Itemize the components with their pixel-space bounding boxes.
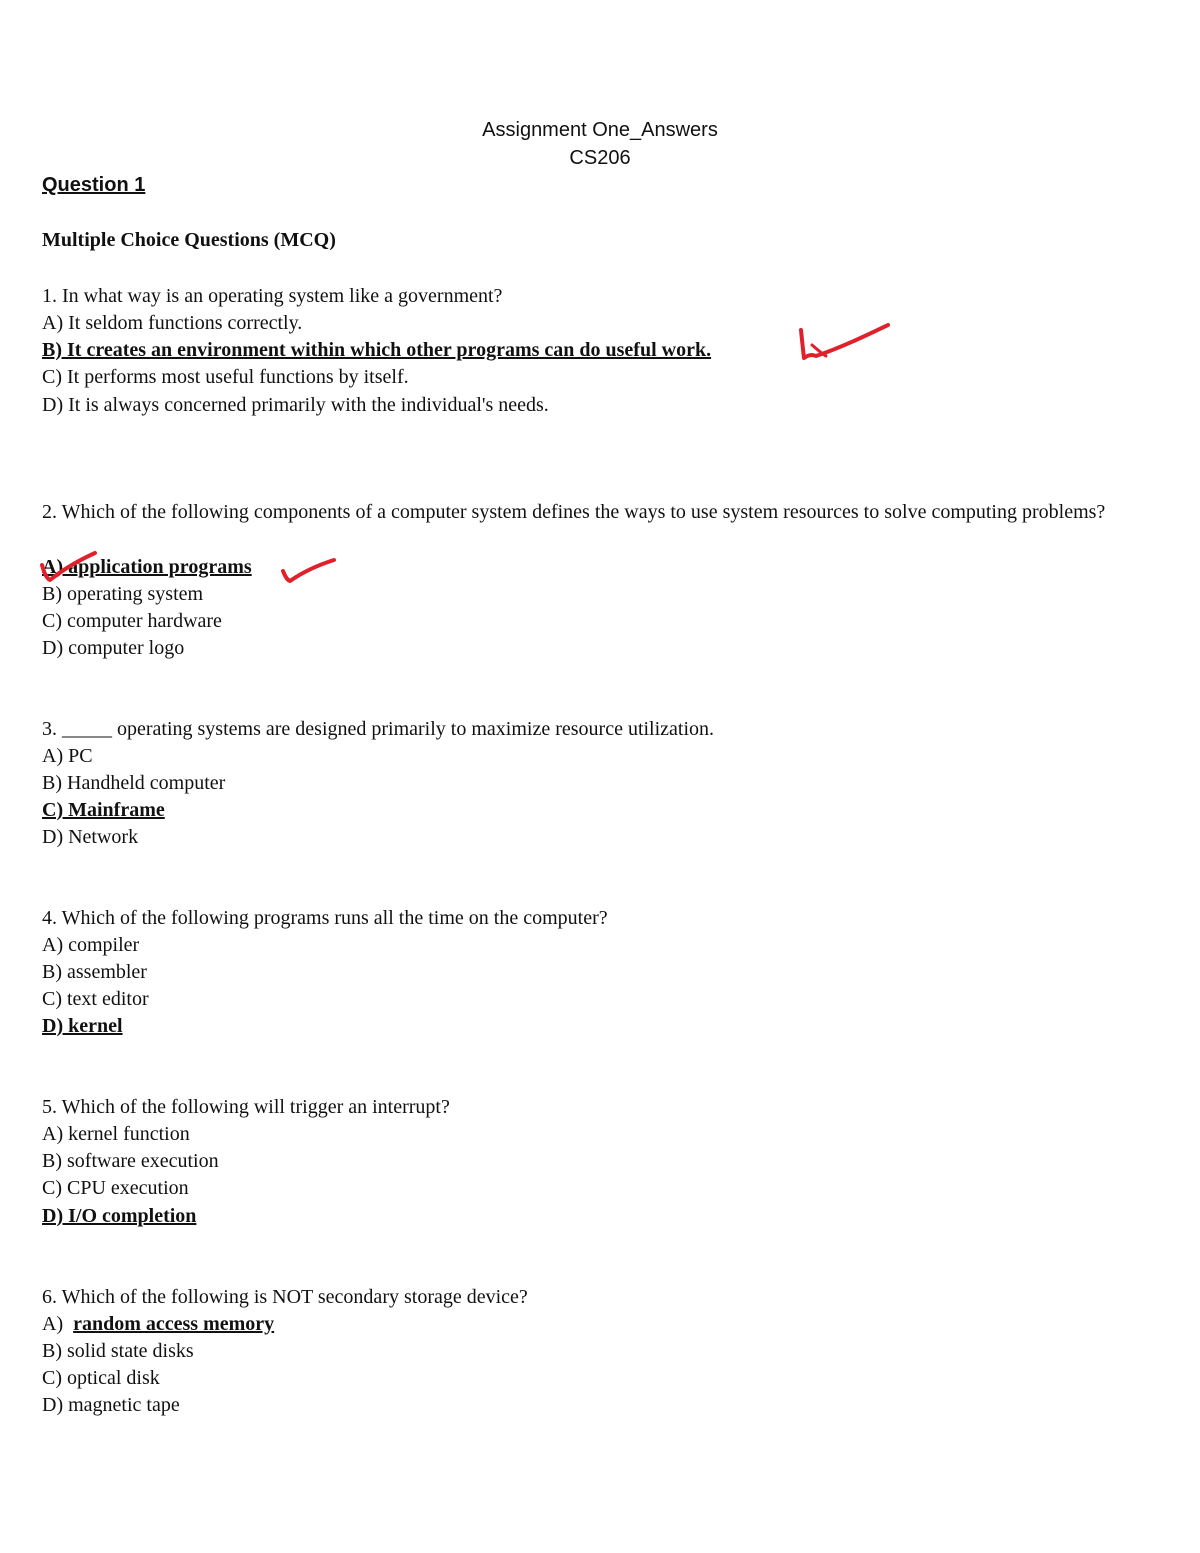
question-1-option-c: C) It performs most useful functions by itself. <box>42 366 409 388</box>
question-3-stem: 3. _____ operating systems are designed primarily to maximize resource utilization. <box>42 718 715 740</box>
check-mark-q1-tail <box>812 345 826 356</box>
question-1-option-b-answer: B) It creates an environment within which other programs can do useful work. <box>42 339 712 361</box>
question-6-option-d: D) magnetic tape <box>42 1394 180 1416</box>
question-1-option-d: D) It is always concerned primarily with the individual's needs. <box>42 394 549 416</box>
question-5-option-c: C) CPU execution <box>42 1177 189 1199</box>
question-6-option-a-answer: random access memory <box>73 1313 275 1335</box>
question-2-option-d: D) computer logo <box>42 637 185 659</box>
question-4-stem: 4. Which of the following programs runs all the time on the computer? <box>42 907 608 929</box>
question-5-option-a: A) kernel function <box>42 1123 190 1145</box>
question-2-option-c: C) computer hardware <box>42 610 222 632</box>
question-3-option-b: B) Handheld computer <box>42 772 226 794</box>
section-subheading: Multiple Choice Questions (MCQ) <box>42 229 336 251</box>
question-6-option-a-letter: A) <box>42 1313 74 1335</box>
check-mark-q2-right <box>283 560 334 581</box>
course-code: CS206 <box>569 147 631 169</box>
question-1-stem: 1. In what way is an operating system like a government? <box>42 285 503 307</box>
document-title: Assignment One_Answers <box>482 119 718 141</box>
question-2-stem: 2. Which of the following components of a computer system defines the ways to use system resources to solve computing problems? <box>42 501 1106 523</box>
question-2-option-a-answer: A) application programs <box>42 556 252 578</box>
question-3-option-d: D) Network <box>42 826 139 848</box>
question-6-option-b: B) solid state disks <box>42 1340 194 1362</box>
question-4-option-b: B) assembler <box>42 961 147 983</box>
check-mark-q1 <box>801 325 888 358</box>
question-3-option-c-answer: C) Mainframe <box>42 799 165 821</box>
question-1-option-a: A) It seldom functions correctly. <box>42 312 303 334</box>
question-6-stem: 6. Which of the following is NOT secondary storage device? <box>42 1286 528 1308</box>
question-6-option-c: C) optical disk <box>42 1367 160 1389</box>
question-2-option-b: B) operating system <box>42 583 204 605</box>
question-4-option-a: A) compiler <box>42 934 140 956</box>
question-4-option-c: C) text editor <box>42 988 149 1010</box>
section-heading: Question 1 <box>42 174 146 196</box>
question-6-option-a <box>42 1311 274 1337</box>
question-3-option-a: A) PC <box>42 745 93 767</box>
question-5-option-b: B) software execution <box>42 1150 219 1172</box>
question-5-stem: 5. Which of the following will trigger an interrupt? <box>42 1096 450 1118</box>
question-5-option-d-answer: D) I/O completion <box>42 1205 197 1227</box>
question-4-option-d-answer: D) kernel <box>42 1015 123 1037</box>
